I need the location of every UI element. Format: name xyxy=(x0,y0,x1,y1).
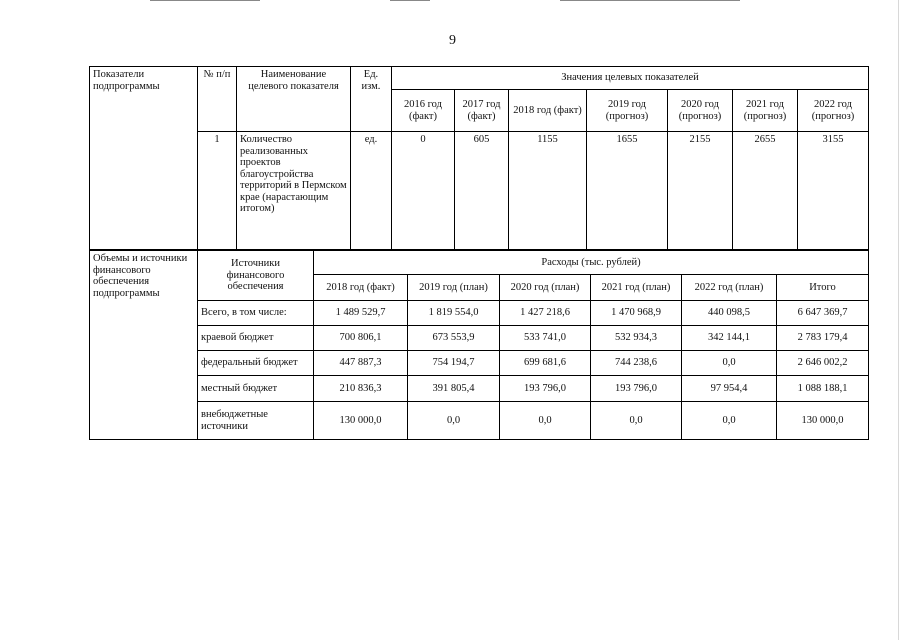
header-num: № п/п xyxy=(198,67,237,132)
value-2019: 1655 xyxy=(587,132,668,250)
year-2019: 2019 год (прогноз) xyxy=(587,90,668,132)
scan-edge-top-1 xyxy=(150,0,260,1)
cell: 699 681,6 xyxy=(500,351,591,376)
cell: 1 489 529,7 xyxy=(314,301,408,326)
cell: 533 741,0 xyxy=(500,326,591,351)
scan-edge-top-2 xyxy=(390,0,430,1)
value-2020: 2155 xyxy=(668,132,733,250)
table-row xyxy=(90,301,869,326)
year-2020: 2020 год (прогноз) xyxy=(668,90,733,132)
cell: 193 796,0 xyxy=(500,376,591,402)
fin-year-2018: 2018 год (факт) xyxy=(314,275,408,301)
cell: 447 887,3 xyxy=(314,351,408,376)
cell: 1 088 188,1 xyxy=(777,376,869,402)
indicators-table xyxy=(89,66,869,250)
cell: 6 647 369,7 xyxy=(777,301,869,326)
cell: 0,0 xyxy=(500,402,591,440)
cell: 2 646 002,2 xyxy=(777,351,869,376)
cell: 532 934,3 xyxy=(591,326,682,351)
cell: 1 427 218,6 xyxy=(500,301,591,326)
scan-edge-right xyxy=(898,0,899,640)
source-total: Всего, в том числе: xyxy=(198,301,314,326)
table-row xyxy=(90,402,869,440)
fin-year-2020: 2020 год (план) xyxy=(500,275,591,301)
cell: 0,0 xyxy=(682,351,777,376)
table-row xyxy=(90,132,869,250)
header-unit: Ед. изм. xyxy=(351,67,392,132)
financing-table xyxy=(89,250,869,440)
fin-year-2022: 2022 год (план) xyxy=(682,275,777,301)
source-regional: краевой бюджет xyxy=(198,326,314,351)
header-sources: Источники финансового обеспечения xyxy=(198,251,314,301)
value-2017: 605 xyxy=(455,132,509,250)
value-2021: 2655 xyxy=(733,132,798,250)
row-num: 1 xyxy=(198,132,237,250)
year-2017: 2017 год (факт) xyxy=(455,90,509,132)
table-row xyxy=(90,326,869,351)
cell: 210 836,3 xyxy=(314,376,408,402)
source-federal: федеральный бюджет xyxy=(198,351,314,376)
table-row xyxy=(90,351,869,376)
cell: 0,0 xyxy=(682,402,777,440)
cell: 193 796,0 xyxy=(591,376,682,402)
value-2016: 0 xyxy=(392,132,455,250)
page-number: 9 xyxy=(449,33,456,48)
year-2021: 2021 год (прогноз) xyxy=(733,90,798,132)
cell: 0,0 xyxy=(408,402,500,440)
year-2016: 2016 год (факт) xyxy=(392,90,455,132)
cell: 130 000,0 xyxy=(777,402,869,440)
cell: 130 000,0 xyxy=(314,402,408,440)
value-2022: 3155 xyxy=(798,132,869,250)
header-values: Значения целевых показателей xyxy=(392,67,869,90)
cell: 1 470 968,9 xyxy=(591,301,682,326)
fin-year-2019: 2019 год (план) xyxy=(408,275,500,301)
source-extrabudgetary: внебюджетные источники xyxy=(198,402,314,440)
financing-label: Объемы и источники финансового обеспечения подпрограммы xyxy=(90,251,198,440)
cell: 342 144,1 xyxy=(682,326,777,351)
fin-total: Итого xyxy=(777,275,869,301)
cell: 673 553,9 xyxy=(408,326,500,351)
cell: 1 819 554,0 xyxy=(408,301,500,326)
cell: 2 783 179,4 xyxy=(777,326,869,351)
header-name: Наименование целевого показателя xyxy=(237,67,351,132)
cell: 97 954,4 xyxy=(682,376,777,402)
indicators-label: Показатели подпрограммы xyxy=(90,67,198,250)
source-local: местный бюджет xyxy=(198,376,314,402)
scan-edge-top-3 xyxy=(560,0,740,1)
row-name: Количество реализованных проектов благоустройства территорий в Пермском крае (нарастающим итогом) xyxy=(237,132,351,250)
table-row xyxy=(90,376,869,402)
cell: 391 805,4 xyxy=(408,376,500,402)
year-2018: 2018 год (факт) xyxy=(509,90,587,132)
header-expenses: Расходы (тыс. рублей) xyxy=(314,251,869,275)
cell: 744 238,6 xyxy=(591,351,682,376)
year-2022: 2022 год (прогноз) xyxy=(798,90,869,132)
cell: 700 806,1 xyxy=(314,326,408,351)
cell: 0,0 xyxy=(591,402,682,440)
value-2018: 1155 xyxy=(509,132,587,250)
row-unit: ед. xyxy=(351,132,392,250)
fin-year-2021: 2021 год (план) xyxy=(591,275,682,301)
cell: 754 194,7 xyxy=(408,351,500,376)
cell: 440 098,5 xyxy=(682,301,777,326)
